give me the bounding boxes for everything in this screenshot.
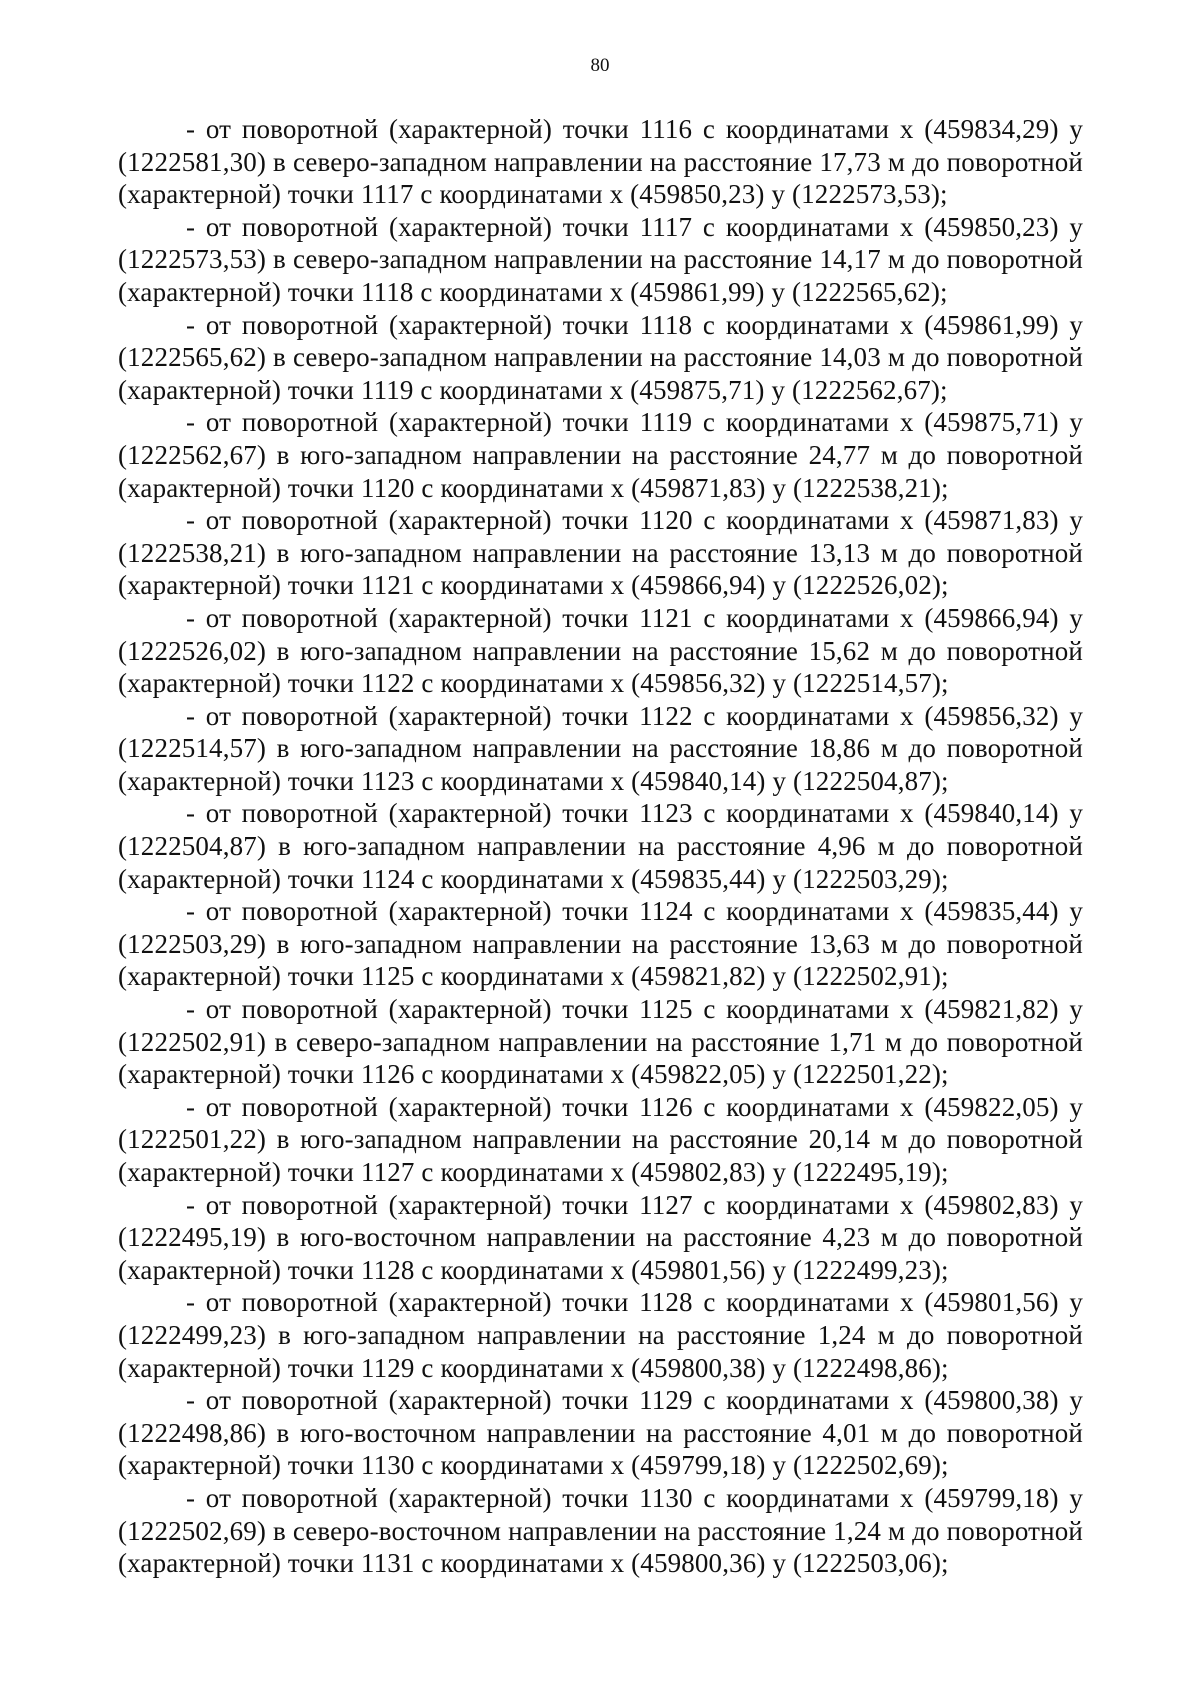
paragraph: - от поворотной (характерной) точки 1124 с координатами х (459835,44) у (1222503,29) в юго-западном направлении на расстояние 13,63 м до поворотной (характерной) точки 1125 с координатами х (459821,82) у (1222502,91); — [118, 896, 1083, 992]
paragraph: - от поворотной (характерной) точки 1122 с координатами х (459856,32) у (1222514,57) в юго-западном направлении на расстояние 18,86 м до поворотной (характерной) точки 1123 с координатами х (459840,14) у (1222504,87); — [118, 700, 1083, 796]
paragraph: - от поворотной (характерной) точки 1129 с координатами х (459800,38) у (1222498,86) в юго-восточном направлении на расстояние 4,01 м до поворотной (характерной) точки 1130 с координатами х (459799,18) у (1222502,69); — [118, 1385, 1083, 1481]
paragraph: - от поворотной (характерной) точки 1126 с координатами х (459822,05) у (1222501,22) в юго-западном направлении на расстояние 20,14 м до поворотной (характерной) точки 1127 с координатами х (459802,83) у (1222495,19); — [118, 1091, 1083, 1187]
paragraph: - от поворотной (характерной) точки 1118 с координатами х (459861,99) у (1222565,62) в северо-западном направлении на расстояние 14,03 м до поворотной (характерной) точки 1119 с координатами х (459875,71) у (1222562,67); — [118, 309, 1083, 405]
paragraph: - от поворотной (характерной) точки 1121 с координатами х (459866,94) у (1222526,02) в юго-западном направлении на расстояние 15,62 м до поворотной (характерной) точки 1122 с координатами х (459856,32) у (1222514,57); — [118, 602, 1083, 699]
paragraph: - от поворотной (характерной) точки 1127 с координатами х (459802,83) у (1222495,19) в юго-восточном направлении на расстояние 4,23 м до поворотной (характерной) точки 1128 с координатами х (459801,56) у (1222499,23); — [118, 1189, 1083, 1285]
paragraph: - от поворотной (характерной) точки 1117 с координатами х (459850,23) у (1222573,53) в северо-западном направлении на расстояние 14,17 м до поворотной (характерной) точки 1118 с координатами х (459861,99) у (1222565,62); — [118, 211, 1083, 307]
document-body — [118, 113, 1083, 1580]
paragraph: - от поворотной (характерной) точки 1125 с координатами х (459821,82) у (1222502,91) в северо-западном направлении на расстояние 1,71 м до поворотной (характерной) точки 1126 с координатами х (459822,05) у (1222501,22); — [118, 994, 1083, 1090]
paragraph: - от поворотной (характерной) точки 1116 с координатами х (459834,29) у (1222581,30) в северо-западном направлении на расстояние 17,73 м до поворотной (характерной) точки 1117 с координатами х (459850,23) у (1222573,53); — [118, 114, 1083, 210]
paragraph: - от поворотной (характерной) точки 1119 с координатами х (459875,71) у (1222562,67) в юго-западном направлении на расстояние 24,77 м до поворотной (характерной) точки 1120 с координатами х (459871,83) у (1222538,21); — [118, 407, 1083, 503]
page-number: 80 — [590, 55, 610, 76]
paragraph: - от поворотной (характерной) точки 1128 с координатами х (459801,56) у (1222499,23) в юго-западном направлении на расстояние 1,24 м до поворотной (характерной) точки 1129 с координатами х (459800,38) у (1222498,86); — [118, 1287, 1083, 1383]
paragraph: - от поворотной (характерной) точки 1123 с координатами х (459840,14) у (1222504,87) в юго-западном направлении на расстояние 4,96 м до поворотной (характерной) точки 1124 с координатами х (459835,44) у (1222503,29); — [118, 798, 1083, 894]
paragraph: - от поворотной (характерной) точки 1120 с координатами х (459871,83) у (1222538,21) в юго-западном направлении на расстояние 13,13 м до поворотной (характерной) точки 1121 с координатами х (459866,94) у (1222526,02); — [118, 505, 1083, 601]
paragraph: - от поворотной (характерной) точки 1130 с координатами х (459799,18) у (1222502,69) в северо-восточном направлении на расстояние 1,24 м до поворотной (характерной) точки 1131 с координатами х (459800,36) у (1222503,06); — [118, 1482, 1083, 1579]
